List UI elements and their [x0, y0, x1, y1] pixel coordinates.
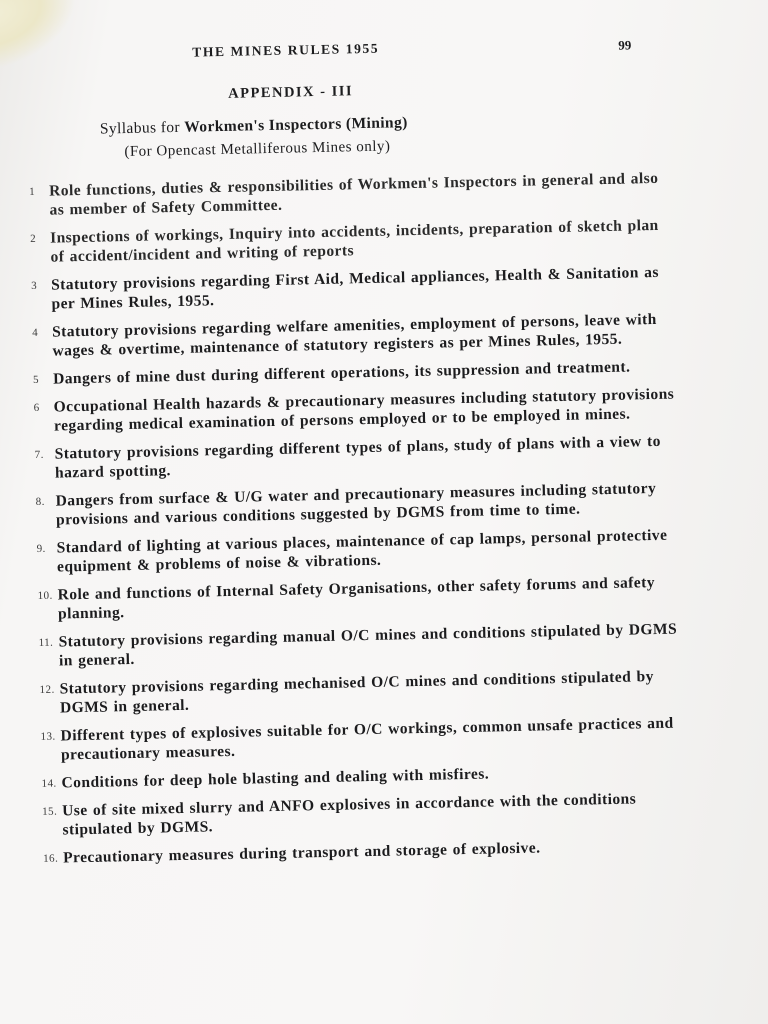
- syllabus-item: [31, 263, 676, 314]
- item-number: 5: [32, 373, 40, 387]
- item-text: Role and functions of Internal Safety Organisations, other safety forums and safety planning.: [57, 574, 656, 623]
- item-number: 11.: [38, 636, 54, 649]
- syllabus-item: [38, 619, 683, 670]
- running-title: THE MINES RULES 1955: [192, 40, 380, 60]
- item-text: Inspections of workings, Inquiry into accidents, incidents, preparation of sketch plan of accident/incident and writing of reports: [49, 216, 659, 266]
- item-number: 1: [29, 185, 36, 199]
- item-text: Statutory provisions regarding manual O/C mines and conditions stipulated by DGMS in general.: [58, 620, 678, 670]
- item-number: 16.: [43, 852, 59, 865]
- syllabus-item: [36, 525, 681, 576]
- syllabus-item: [30, 216, 675, 267]
- syllabus-item: [33, 385, 678, 436]
- item-number: 4: [32, 326, 39, 340]
- syllabus-item: [37, 572, 682, 623]
- item-number: 10.: [37, 589, 53, 602]
- item-text: Dangers from surface & U/G water and precautionary measures including statutory provisions and various conditions suggested by DGMS from time to time.: [55, 479, 657, 529]
- item-number: 3: [31, 279, 38, 293]
- syllabus-item: [34, 432, 679, 483]
- item-text: Role functions, duties & responsibilities of Workmen's Inspectors in general and also as member of Safety Committee.: [48, 169, 659, 219]
- page-number: 99: [618, 37, 632, 53]
- item-text: Use of site mixed slurry and ANFO explosives in accordance with the conditions stipulated by DGMS.: [61, 790, 637, 839]
- page-content: [29, 27, 678, 867]
- syllabus-item: [43, 835, 687, 867]
- item-number: 6: [33, 401, 40, 415]
- syllabus-item: [32, 357, 677, 389]
- item-text: Standard of lighting at various places, maintenance of cap lamps, personal protective equipment & problems of noise & vibrations.: [56, 526, 668, 576]
- item-text: Statutory provisions regarding mechanised O/C mines and conditions stipulated by DGMS in general.: [59, 668, 654, 717]
- item-number: 8.: [35, 495, 45, 508]
- syllabus-title-bold: Workmen's Inspectors (Mining): [184, 114, 408, 136]
- item-number: 7.: [34, 448, 44, 461]
- syllabus-title-prefix: Syllabus for: [99, 118, 181, 138]
- syllabus-list: [29, 169, 687, 877]
- syllabus-item: [41, 760, 685, 792]
- item-text: Precautionary measures during transport and storage of explosive.: [62, 839, 541, 867]
- running-head: [30, 35, 670, 68]
- syllabus-title: [100, 114, 408, 138]
- appendix-heading: APPENDIX - III: [228, 83, 354, 102]
- syllabus-item: [40, 713, 685, 764]
- syllabus-item: [32, 310, 677, 361]
- item-number: 12.: [39, 683, 55, 696]
- item-text: Statutory provisions regarding different types of plans, study of plans with a view to hazard spotting.: [54, 432, 662, 482]
- syllabus-item: [35, 478, 680, 529]
- item-number: 15.: [42, 805, 58, 818]
- item-text: Different types of explosives suitable for O/C workings, common unsafe practices and precautionary measures.: [60, 714, 674, 764]
- syllabus-item: [29, 169, 674, 220]
- item-text: Statutory provisions regarding First Aid, Medical appliances, Health & Sanitation as per Mines Rules, 1955.: [50, 263, 660, 313]
- item-number: 14.: [41, 777, 57, 790]
- item-text: Occupational Health hazards & precautionary measures including statutory provisions regarding medical examination of persons employed or to be employed in mines.: [53, 385, 675, 435]
- syllabus-item: [39, 666, 684, 717]
- item-number: 9.: [36, 542, 46, 555]
- syllabus-subtitle: (For Opencast Metalliferous Mines only): [124, 138, 391, 161]
- item-number: 2: [30, 232, 37, 246]
- item-number: 13.: [40, 730, 56, 743]
- item-text: Dangers of mine dust during different operations, its suppression and treatment.: [52, 358, 631, 388]
- syllabus-item: [42, 788, 687, 839]
- item-text: Conditions for deep hole blasting and dealing with misfires.: [61, 765, 490, 792]
- item-text: Statutory provisions regarding welfare amenities, employment of persons, leave with wages & overtime, maintenance of statutory registers as per Mines Rules, 1955.: [51, 310, 657, 360]
